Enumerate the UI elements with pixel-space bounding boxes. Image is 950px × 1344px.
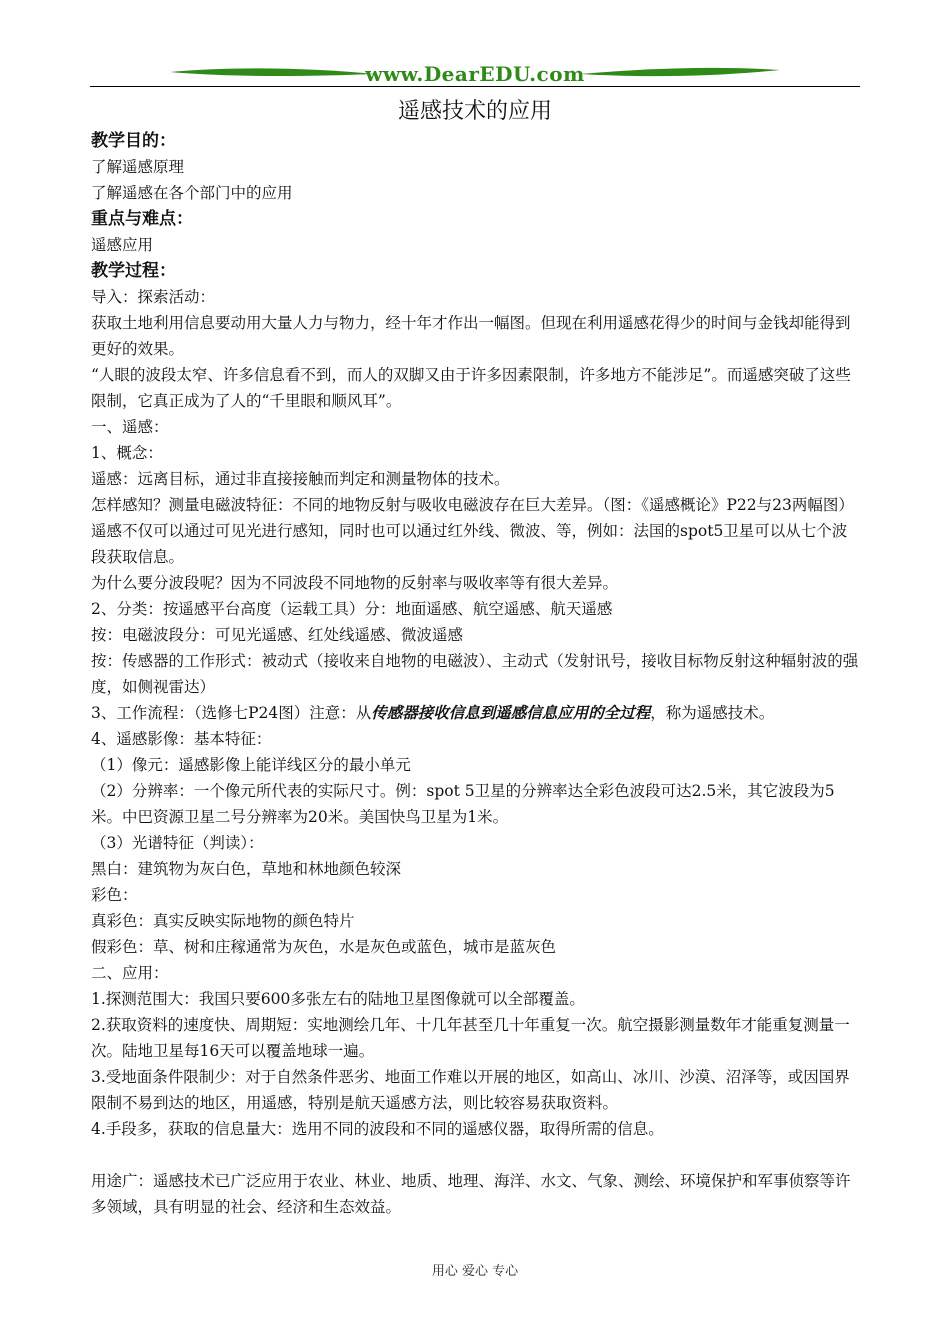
site-logo-text[interactable]: www.DearEDU.com	[365, 62, 585, 86]
paragraph: （3）光谱特征（判读）：	[91, 834, 264, 852]
process-heading: 教学过程：	[91, 261, 176, 281]
paragraph: 4.手段多，获取的信息量大：选用不同的波段和不同的遥感仪器，取得所需的信息。	[91, 1120, 664, 1138]
workflow-paragraph	[91, 700, 861, 726]
paragraph: 遥感：远离目标，通过非直接接触而判定和测量物体的技术。	[91, 470, 510, 488]
section-heading: 一、遥感：	[91, 418, 169, 436]
paragraph: 获取土地利用信息要动用大量人力与物力，经十年才作出一幅图。但现在利用遥感花得少的时间与金钱却能得到更好的效果。	[91, 314, 851, 358]
paragraph: 1、概念：	[91, 444, 163, 462]
key-points-heading: 重点与难点：	[91, 209, 193, 229]
header-rule	[90, 86, 860, 87]
paragraph: 导入：探索活动：	[91, 288, 216, 306]
document-body	[91, 128, 861, 1220]
paragraph: 2.获取资料的速度快、周期短：实地测绘几年、十几年甚至几十年重复一次。航空摄影测量数年才能重复测量一次。陆地卫星每16天可以覆盖地球一遍。	[91, 1016, 850, 1060]
paragraph: 遥感应用	[91, 236, 154, 254]
paragraph: 4、遥感影像：基本特征：	[91, 730, 272, 748]
paragraph: 了解遥感原理	[91, 158, 185, 176]
workflow-text-post: ，称为遥感技术。	[650, 704, 775, 722]
paragraph: 2、分类：按遥感平台高度（运载工具）分：地面遥感、航空遥感、航天遥感	[91, 600, 613, 618]
paragraph: “人眼的波段太窄、许多信息看不到，而人的双脚又由于许多因素限制，许多地方不能涉足”。而遥感突破了这些限制，它真正成为了人的“千里眼和顺风耳”。	[91, 366, 851, 410]
paragraph-gap	[91, 1142, 861, 1168]
page-footer: 用心 爱心 专心	[431, 1264, 519, 1279]
paragraph: 按：传感器的工作形式：被动式（接收来自地物的电磁波）、主动式（发射讯号，接收目标物反射这种辐射波的强度，如侧视雷达）	[91, 652, 859, 696]
paragraph: 彩色：	[91, 886, 138, 904]
paragraph: 1.探测范围大：我国只要600多张左右的陆地卫星图像就可以全部覆盖。	[91, 990, 585, 1008]
document-title: 遥感技术的应用	[397, 99, 552, 124]
workflow-text-pre: 3、工作流程：（选修七P24图）注意：从	[91, 704, 372, 722]
section-heading: 二、应用：	[91, 964, 169, 982]
paragraph: 黑白：建筑物为灰白色，草地和林地颜色较深	[91, 860, 402, 878]
paragraph: 怎样感知？测量电磁波特征：不同的地物反射与吸收电磁波存在巨大差异。（图：《遥感概论》P22与23两幅图）	[91, 496, 854, 514]
paragraph: 遥感不仅可以通过可见光进行感知，同时也可以通过红外线、微波、等，例如：法国的spot5卫星可以从七个波段获取信息。	[91, 522, 848, 566]
paragraph: 用途广：遥感技术已广泛应用于农业、林业、地质、地理、海洋、水文、气象、测绘、环境保护和军事侦察等许多领域，具有明显的社会、经济和生态效益。	[91, 1172, 851, 1216]
objectives-heading: 教学目的：	[91, 131, 176, 151]
paragraph: 了解遥感在各个部门中的应用	[91, 184, 293, 202]
paragraph: 假彩色：草、树和庄稼通常为灰色，水是灰色或蓝色，城市是蓝灰色	[91, 938, 557, 956]
paragraph: 按：电磁波段分：可见光遥感、红处线遥感、微波遥感	[91, 626, 464, 644]
paragraph: 为什么要分波段呢？因为不同波段不同地物的反射率与吸收率等有很大差异。	[91, 574, 619, 592]
paragraph: 真彩色：真实反映实际地物的颜色特片	[91, 912, 355, 930]
paragraph: 3.受地面条件限制少：对于自然条件恶劣、地面工作难以开展的地区，如高山、冰川、沙漠、沼泽等，或因国界限制不易到达的地区，用遥感，特别是航天遥感方法，则比较容易获取资料。	[91, 1068, 850, 1112]
workflow-emphasis: 传感器接收信息到遥感信息应用的全过程	[371, 703, 651, 722]
paragraph: （2）分辨率：一个像元所代表的实际尺寸。例：spot 5卫星的分辨率达全彩色波段可达2.5米，其它波段为5米。中巴资源卫星二号分辨率为20米。美国快鸟卫星为1米。	[91, 782, 835, 826]
paragraph: （1）像元：遥感影像上能详线区分的最小单元	[91, 756, 411, 774]
